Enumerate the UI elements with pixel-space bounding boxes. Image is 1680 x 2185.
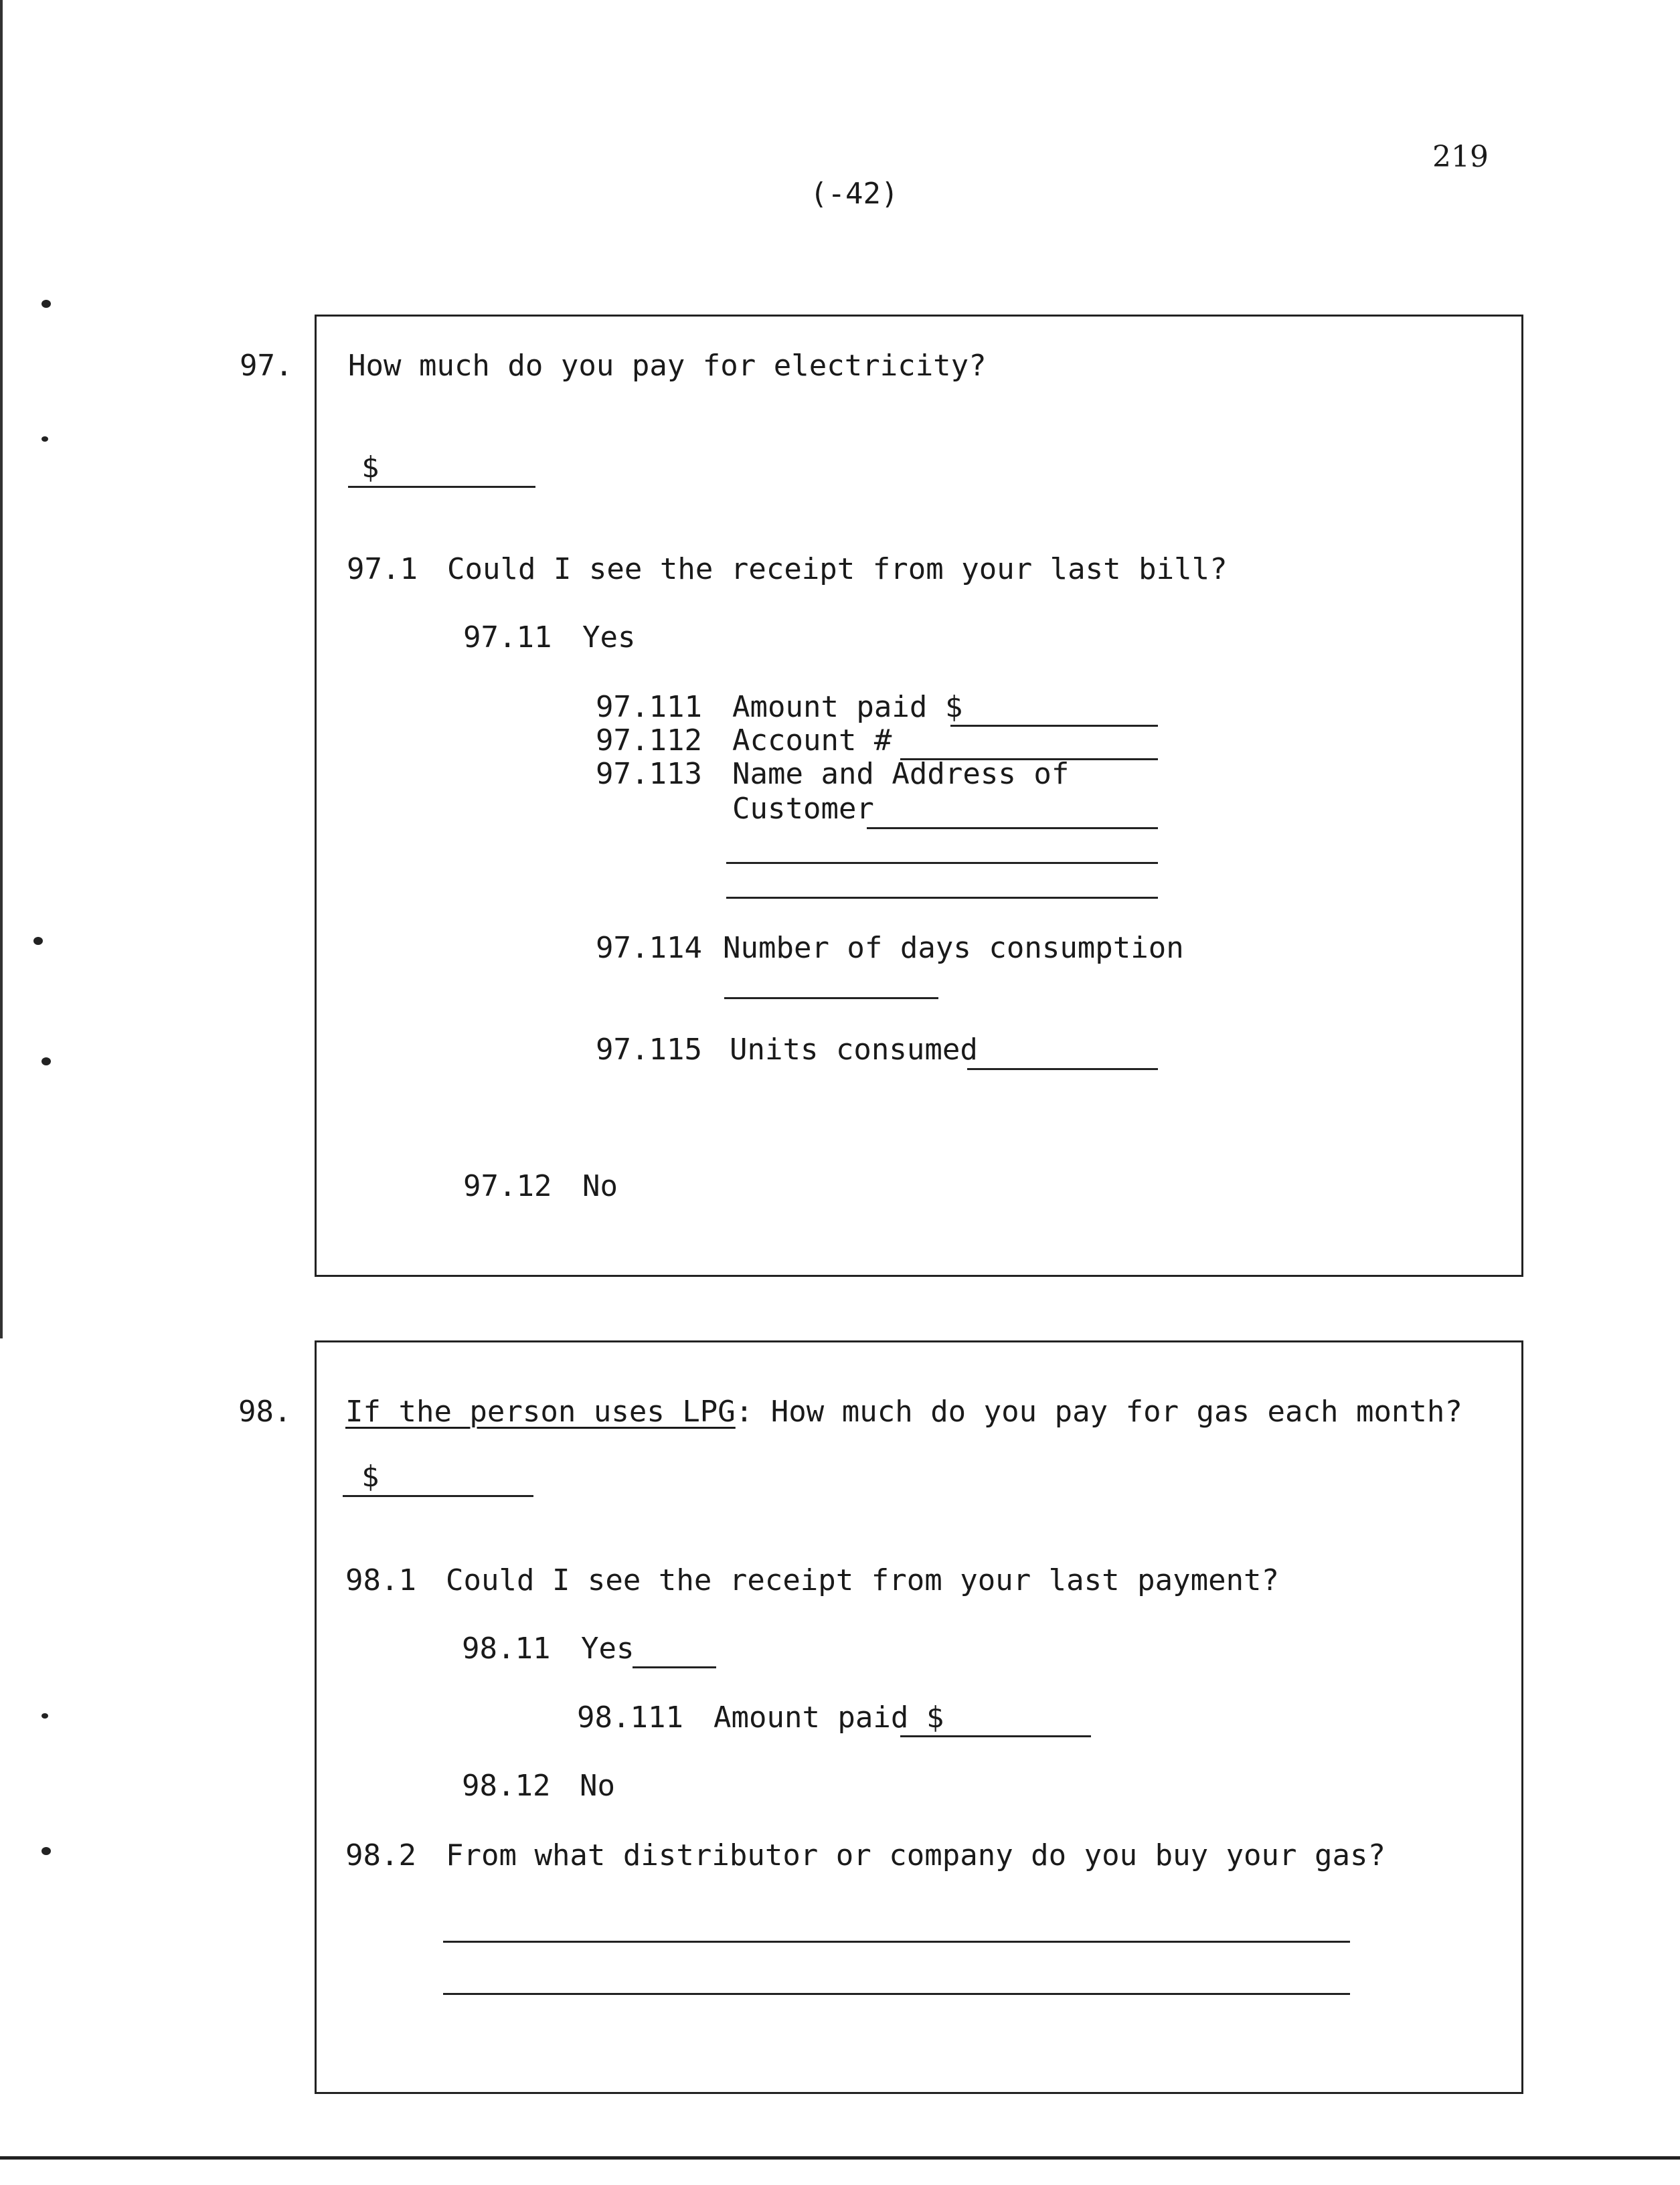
q97-113-label: Name and Address of (732, 757, 1070, 791)
q97-11-yes-label: Yes (582, 620, 636, 654)
question-97-number: 97. (240, 349, 293, 383)
scan-speck (33, 937, 43, 945)
page-bottom-edge (0, 2156, 1680, 2160)
q97-1-question: Could I see the receipt from your last bill? (447, 552, 1228, 586)
q97-amount-label: $ (361, 450, 380, 485)
q97-114-number: 97.114 (596, 931, 702, 965)
q97-112-label: Account # (732, 723, 892, 758)
q98-12-number: 98.12 (462, 1769, 551, 1803)
q98-111-label: Amount paid $ (713, 1700, 944, 1735)
question-98-condition: If the person uses LPG (345, 1395, 736, 1429)
question-98-number: 98. (238, 1395, 292, 1429)
q97-115-label: Units consumed (730, 1033, 978, 1067)
scan-speck (41, 436, 48, 442)
q98-111-amount-field[interactable] (900, 1735, 1091, 1737)
q97-113-number: 97.113 (596, 757, 702, 791)
question-97-text: How much do you pay for electricity? (348, 349, 987, 383)
q97-114-label: Number of days consumption (723, 931, 1184, 965)
q98-11-yes-label: Yes (581, 1632, 635, 1666)
q98-111-number: 98.111 (577, 1700, 683, 1735)
q98-2-answer-line-1[interactable] (443, 1941, 1350, 1943)
q97-113-address-line-1[interactable] (726, 862, 1158, 864)
q97-111-amount-field[interactable] (950, 725, 1158, 727)
scan-speck (41, 1847, 51, 1855)
q97-11-number: 97.11 (463, 620, 552, 654)
q97-114-days-field[interactable] (724, 997, 938, 999)
q97-112-number: 97.112 (596, 723, 702, 758)
q98-2-question: From what distributor or company do you buy your gas? (446, 1838, 1385, 1872)
page-left-edge (0, 0, 3, 1338)
q98-1-number: 98.1 (345, 1563, 416, 1597)
q98-1-question: Could I see the receipt from your last payment? (446, 1563, 1280, 1597)
q97-115-units-field[interactable] (967, 1068, 1158, 1070)
q97-12-no-label: No (582, 1169, 618, 1203)
q97-113-customer-field[interactable] (867, 827, 1158, 829)
q97-12-number: 97.12 (463, 1169, 552, 1203)
q98-11-number: 98.11 (462, 1632, 551, 1666)
q97-1-number: 97.1 (347, 552, 418, 586)
q98-12-no-label: No (580, 1769, 615, 1803)
scan-speck (41, 1057, 51, 1065)
question-98-rest: : How much do you pay for gas each month? (735, 1395, 1462, 1429)
q97-amount-field[interactable] (348, 486, 535, 488)
q97-115-number: 97.115 (596, 1033, 702, 1067)
q97-113-address-line-2[interactable] (726, 897, 1158, 899)
q97-111-number: 97.111 (596, 690, 702, 724)
q97-113-label-customer: Customer (732, 792, 874, 826)
q98-11-yes-field[interactable] (633, 1666, 716, 1668)
page-number: 219 (1432, 140, 1489, 174)
scan-speck (41, 300, 51, 308)
q98-2-answer-line-2[interactable] (443, 1993, 1350, 1995)
q98-amount-field[interactable] (343, 1495, 533, 1497)
scan-speck (41, 1713, 48, 1719)
question-97-box (315, 315, 1523, 1277)
q97-111-label: Amount paid $ (732, 690, 963, 724)
section-number: (-42) (810, 177, 899, 211)
q98-2-number: 98.2 (345, 1838, 416, 1872)
q98-amount-label: $ (361, 1460, 380, 1494)
question-98-text (345, 1394, 1462, 1430)
